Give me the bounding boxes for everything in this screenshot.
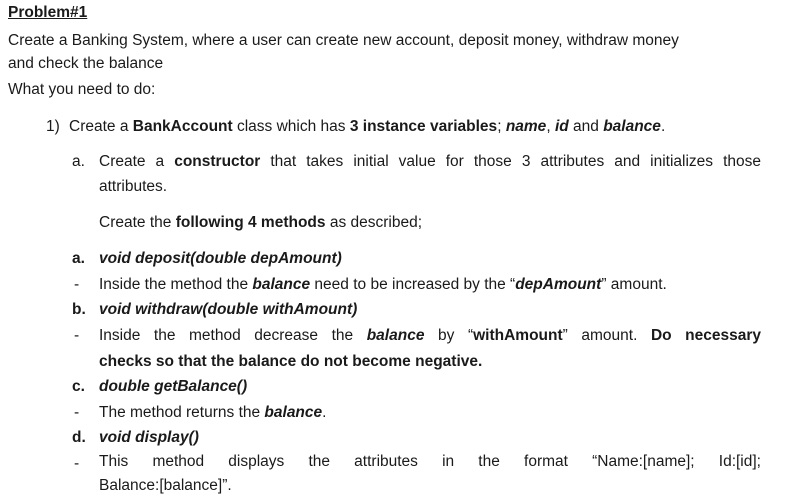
page-title: Problem#1 xyxy=(8,4,88,21)
method-b-dash: - xyxy=(74,327,80,344)
method-d-signature: void display() xyxy=(99,429,199,446)
intro-line-3: What you need to do: xyxy=(8,81,156,98)
sub-a-label: a. xyxy=(72,153,85,170)
step-1-text: Create a BankAccount class which has 3 instance variables; name, id and balance. xyxy=(69,118,666,135)
method-d-dash: - xyxy=(74,455,80,472)
method-b-description-line-2: checks so that the balance do not become negative. xyxy=(99,353,483,370)
method-b-signature: void withdraw(double withAmount) xyxy=(99,301,358,318)
method-d-description-line-2: Balance:[balance]”. xyxy=(99,477,232,494)
step-1-number: 1) xyxy=(46,118,60,135)
method-b-label: b. xyxy=(72,301,86,318)
methods-intro: Create the following 4 methods as described; xyxy=(99,214,423,231)
method-c-dash: - xyxy=(74,404,80,421)
sub-a-text-line-1: Create a constructor that takes initial value for those 3 attributes and initializes those xyxy=(99,153,761,170)
method-c-label: c. xyxy=(72,378,85,395)
intro-line-1: Create a Banking System, where a user can create new account, deposit money, withdraw money xyxy=(8,32,679,49)
method-d-label: d. xyxy=(72,429,86,446)
sub-a-text-line-2: attributes. xyxy=(99,178,168,195)
intro-line-2: and check the balance xyxy=(8,55,164,72)
method-a-dash: - xyxy=(74,276,80,293)
method-a-label: a. xyxy=(72,250,85,267)
method-b-description-line-1: Inside the method decrease the balance by “withAmount” amount. Do necessary xyxy=(99,327,762,344)
method-a-description: Inside the method the balance need to be increased by the “depAmount” amount. xyxy=(99,276,667,293)
method-c-description: The method returns the balance. xyxy=(99,404,327,421)
method-a-signature: void deposit(double depAmount) xyxy=(99,250,342,267)
method-c-signature: double getBalance() xyxy=(99,378,248,395)
method-d-description-line-1: This method displays the attributes in the format “Name:[name]; Id:[id]; xyxy=(99,453,761,470)
